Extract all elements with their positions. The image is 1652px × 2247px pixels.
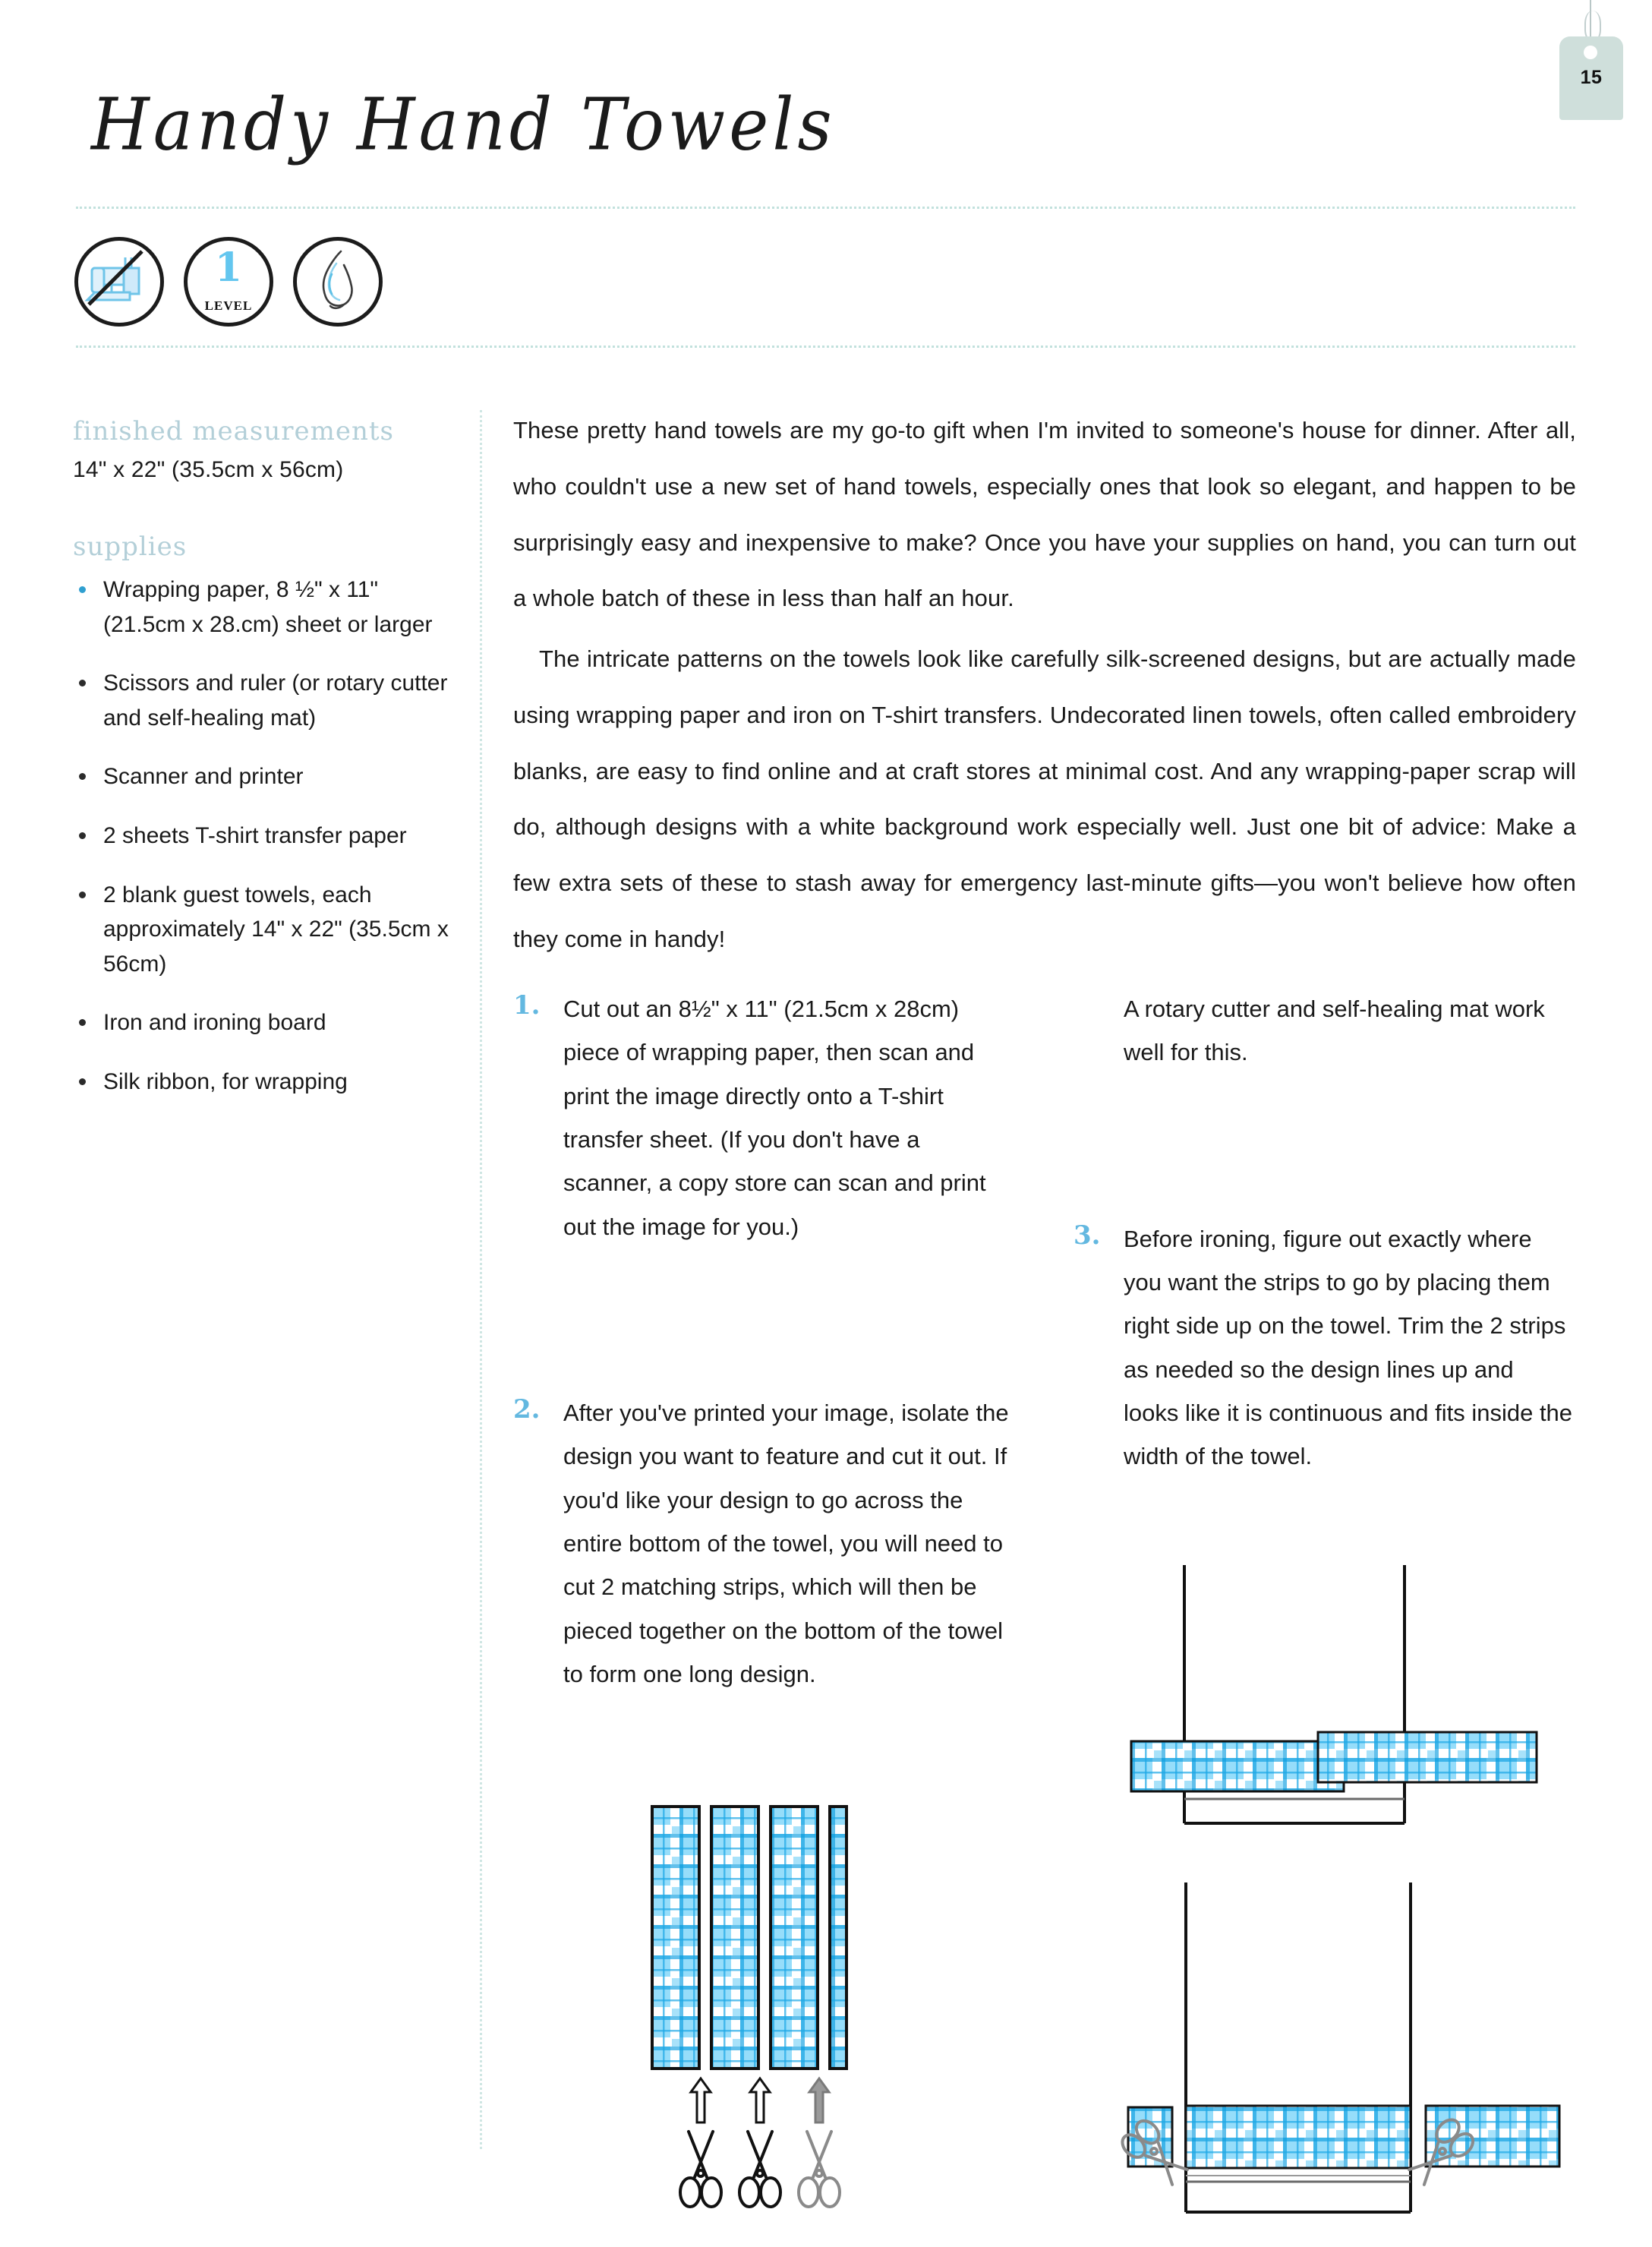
list-item: Silk ribbon, for wrapping xyxy=(73,1065,452,1100)
divider-top xyxy=(76,207,1575,209)
list-item: Scanner and printer xyxy=(73,759,452,794)
finished-measurements-heading: finished measurements xyxy=(73,416,394,447)
page-title: Handy Hand Towels xyxy=(91,82,836,167)
finished-measurements-value: 14" x 22" (35.5cm x 56cm) xyxy=(73,457,344,482)
step-note xyxy=(1073,987,1575,1075)
step-1-text: Cut out an 8½" x 11" (21.5cm x 28cm) piece of wrapping paper, then scan and print the image directly onto a T-shirt transfer sheet. (If you don't have a scanner, a copy store can scan and print out the image for you.) xyxy=(563,996,986,1240)
step-3-number: 3. xyxy=(1073,1220,1101,1251)
figure-trim-strips xyxy=(1101,1864,1572,2244)
skill-level-icon xyxy=(184,237,273,327)
no-sewing-machine-icon xyxy=(74,237,164,327)
intro-paragraph-2: The intricate patterns on the towels look like carefully silk-screened designs, but are actually made using wrapping paper and iron on T-shirt transfers. Undecorated linen towels, often called embroidery blanks, are easy to find online and at craft stores at minimal cost. And any wrapping-paper scrap will do, although designs with a white background work especially well. Just one bit of advice: Make a few extra sets of these to stash away for emergency last-minute gifts—you won't believe how often they come in handy! xyxy=(513,645,1576,952)
list-item: Scissors and ruler (or rotary cutter and self-healing mat) xyxy=(73,666,452,735)
intro-text xyxy=(513,402,1576,972)
list-item: 2 sheets T-shirt transfer paper xyxy=(73,819,452,854)
step-2-number: 2. xyxy=(513,1394,541,1425)
step-2 xyxy=(513,1391,1014,1696)
step-3 xyxy=(1073,1217,1575,1479)
list-item: Iron and ironing board xyxy=(73,1005,452,1040)
supplies-list xyxy=(73,573,452,1100)
hand-icon xyxy=(293,237,383,327)
step-2-text: After you've printed your image, isolate the design you want to feature and cut it out. If you'd like your design to go across the entire bottom of the towel, you will need to cut 2 matching strips, which will then be pieced together on the bottom of the towel to form one long design. xyxy=(563,1400,1009,1688)
intro-paragraph-1: These pretty hand towels are my go-to gift when I'm invited to someone's house for dinner. After all, who couldn't use a new set of hand towels, especially ones that look so elegant, and happen to be surprisingly easy and inexpensive to make? Once you have your supplies on hand, you can turn out a whole batch of these in less than half an hour. xyxy=(513,417,1576,612)
skill-level-label: LEVEL xyxy=(204,298,253,313)
figure-place-strips-overlap xyxy=(1101,1545,1572,1841)
skill-level-number: 1 xyxy=(214,245,243,291)
supplies-heading: supplies xyxy=(73,532,188,562)
column-divider xyxy=(480,410,482,2149)
step-1-number: 1. xyxy=(513,990,541,1021)
page-number-tag xyxy=(1549,0,1632,129)
sidebar xyxy=(73,416,452,1124)
step-3-text: Before ironing, figure out exactly where you want the strips to go by placing them right side up on the towel. Trim the 2 strips as needed so the design lines up and looks like it is continuous and fits inside the width of the towel. xyxy=(1124,1225,1573,1470)
step-spacer xyxy=(513,1302,1014,1391)
step-column-left xyxy=(513,987,1014,1749)
page-number: 15 xyxy=(1580,67,1603,88)
step-note-text: A rotary cutter and self-healing mat work well for this. xyxy=(1124,996,1545,1066)
step-1 xyxy=(513,987,1014,1248)
figure-cut-strips xyxy=(649,1804,892,2240)
badge-row xyxy=(74,237,383,327)
tag-hole xyxy=(1584,46,1597,59)
list-item: 2 blank guest towels, each approximately 14" x 22" (35.5cm x 56cm) xyxy=(73,878,452,982)
list-item: Wrapping paper, 8 ½" x 11" (21.5cm x 28.cm) sheet or larger xyxy=(73,573,452,642)
divider-bottom xyxy=(76,346,1575,348)
step-spacer xyxy=(1073,1128,1575,1217)
